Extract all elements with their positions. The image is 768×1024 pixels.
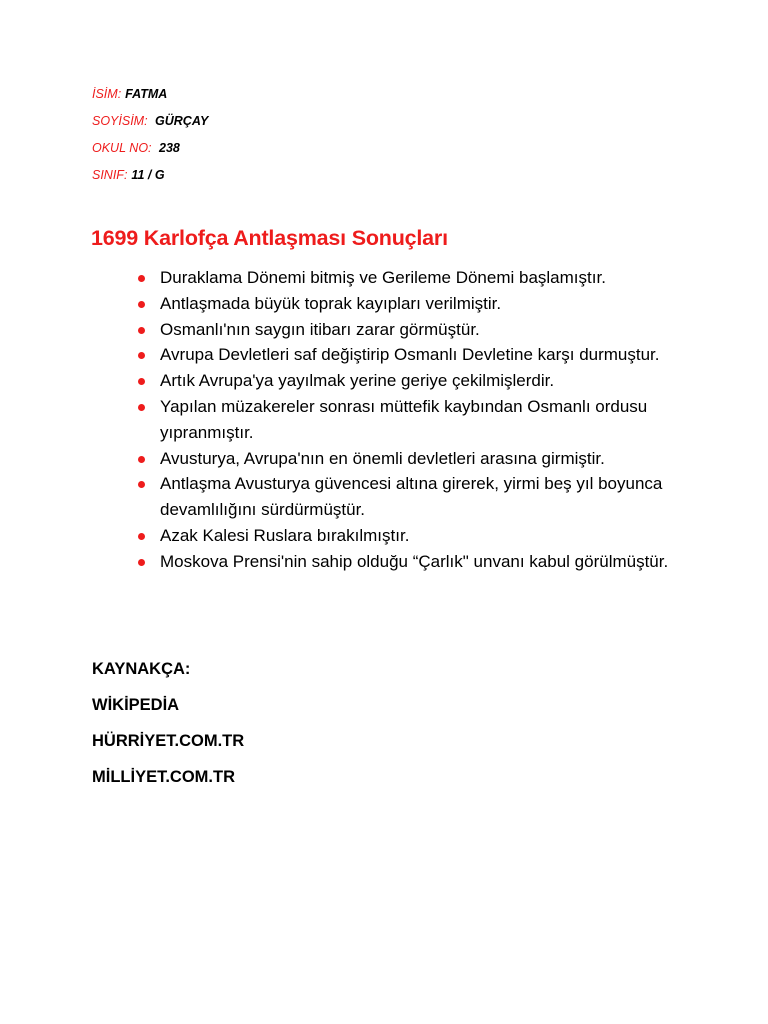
document-title: 1699 Karlofça Antlaşması Sonuçları [91, 226, 448, 250]
list-item-text: Azak Kalesi Ruslara bırakılmıştır. [160, 525, 410, 545]
list-item [138, 523, 698, 549]
bullet-dot-icon [138, 378, 145, 385]
list-item [138, 471, 698, 523]
list-item-text: Antlaşma Avusturya güvencesi altına girerek, yirmi beş yıl boyunca devamlılığını sürdürmüştür. [160, 474, 663, 520]
bullet-dot-icon [138, 352, 145, 359]
results-list [138, 265, 698, 575]
list-item [138, 446, 698, 472]
bullet-dot-icon [138, 301, 145, 308]
school-number-row [92, 140, 208, 167]
reference-item: MİLLİYET.COM.TR [92, 768, 235, 786]
references-heading: KAYNAKÇA: [92, 660, 191, 678]
student-name-value: FATMA [125, 87, 168, 101]
list-item [138, 265, 698, 291]
class-value: 11 / G [131, 168, 165, 182]
list-item-text: Osmanlı'nın saygın itibarı zarar görmüştür. [160, 319, 480, 339]
student-surname-label: SOYİSİM: [92, 114, 148, 128]
references-section [92, 657, 244, 801]
student-name-row [92, 86, 208, 113]
bullet-dot-icon [138, 456, 145, 463]
bullet-dot-icon [138, 275, 145, 282]
reference-item: HÜRRİYET.COM.TR [92, 732, 245, 750]
list-item-text: Avusturya, Avrupa'nın en önemli devletleri arasına girmiştir. [160, 448, 605, 468]
list-item-text: Moskova Prensi'nin sahip olduğu “Çarlık" unvanı kabul görülmüştür. [160, 551, 669, 571]
list-item-text: Artık Avrupa'ya yayılmak yerine geriye çekilmişlerdir. [160, 371, 555, 391]
list-item [138, 549, 698, 575]
student-info [92, 86, 208, 194]
list-item-text: Antlaşmada büyük toprak kayıpları verilmiştir. [160, 293, 502, 313]
bullet-dot-icon [138, 481, 145, 488]
student-name-label: İSİM: [92, 87, 122, 101]
bullet-dot-icon [138, 559, 145, 566]
school-number-label: OKUL NO: [92, 141, 152, 155]
list-item-text: Yapılan müzakereler sonrası müttefik kaybından Osmanlı ordusu yıpranmıştır. [160, 396, 648, 442]
bullet-dot-icon [138, 327, 145, 334]
list-item [138, 291, 698, 317]
school-number-value: 238 [155, 141, 180, 155]
student-surname-row [92, 113, 208, 140]
list-item [138, 394, 698, 446]
class-label: SINIF: [92, 168, 128, 182]
student-surname-value: GÜRÇAY [151, 114, 209, 128]
bullet-dot-icon [138, 533, 145, 540]
list-item-text: Duraklama Dönemi bitmiş ve Gerileme Dönemi başlamıştır. [160, 268, 606, 287]
bullet-dot-icon [138, 404, 145, 411]
list-item [138, 342, 698, 368]
class-row [92, 167, 208, 194]
list-item [138, 368, 698, 394]
reference-item: WİKİPEDİA [92, 696, 180, 714]
list-item-text: Avrupa Devletleri saf değiştirip Osmanlı Devletine karşı durmuştur. [160, 345, 660, 365]
list-item [138, 317, 698, 343]
